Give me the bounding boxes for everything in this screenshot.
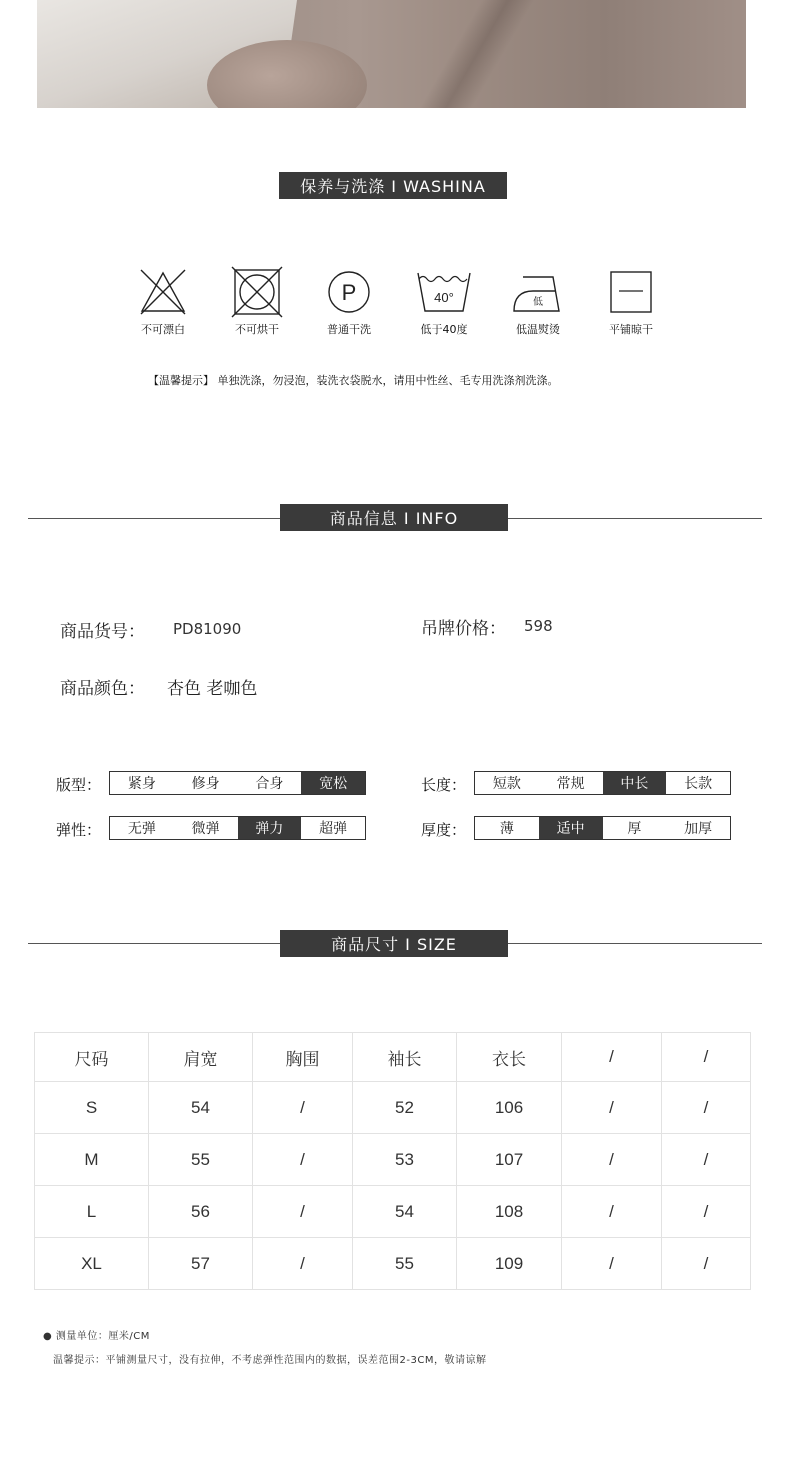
elasticity-option: 超弹: [319, 821, 348, 837]
size-cell: 54: [149, 1082, 253, 1134]
size-cell: /: [562, 1134, 662, 1186]
care-section-title: 保养与洗涤 I WASHINA: [279, 172, 507, 199]
size-cell: 55: [353, 1238, 457, 1290]
sku-value: PD81090: [173, 620, 242, 638]
size-cell: /: [662, 1186, 751, 1238]
care-label: 平铺晾干: [609, 323, 653, 336]
size-cell: /: [253, 1238, 353, 1290]
header-cell: /: [662, 1033, 751, 1082]
wash-temp-glyph: 40°: [434, 290, 454, 305]
size-section-title: 商品尺寸 I SIZE: [280, 930, 508, 957]
size-cell: 108: [457, 1186, 562, 1238]
size-cell: L: [35, 1186, 149, 1238]
thickness-scale: [474, 816, 731, 840]
size-cell: 55: [149, 1134, 253, 1186]
thickness-option: 薄: [499, 821, 514, 837]
care-item-no-bleach: [118, 266, 208, 337]
size-cell: /: [562, 1238, 662, 1290]
no-bleach-icon: [118, 266, 208, 318]
fit-option-selected: 宽松: [301, 772, 365, 794]
dry-clean-p-icon: [304, 266, 394, 318]
size-cell: /: [562, 1186, 662, 1238]
size-cell: 106: [457, 1082, 562, 1134]
fit-label: 版型：: [56, 776, 102, 794]
elasticity-option: 无弹: [127, 821, 156, 837]
header-cell: /: [562, 1033, 662, 1082]
no-tumble-dry-icon: [212, 266, 302, 318]
size-cell: /: [253, 1134, 353, 1186]
elasticity-label: 弹性：: [56, 821, 102, 839]
dry-clean-glyph: P: [341, 280, 357, 305]
header-cell: 袖长: [353, 1033, 457, 1082]
care-item-dry-flat: [586, 266, 676, 337]
elasticity-scale: [109, 816, 366, 840]
care-item-iron-low: [493, 266, 583, 337]
size-cell: /: [662, 1134, 751, 1186]
table-row: [35, 1134, 751, 1186]
size-cell: 54: [353, 1186, 457, 1238]
care-item-wash-40: [399, 266, 489, 337]
size-table-header: [35, 1033, 751, 1082]
coat-fold: [377, 0, 577, 108]
care-item-dry-clean: [304, 266, 394, 337]
length-option-selected: 中长: [603, 772, 667, 794]
color-label: 商品颜色：: [60, 679, 145, 699]
color-value: 杏色 老咖色: [167, 679, 258, 699]
thickness-label: 厚度：: [421, 821, 467, 839]
header-cell: 尺码: [35, 1033, 149, 1082]
iron-glyph: 低: [533, 297, 543, 308]
header-cell: 胸围: [253, 1033, 353, 1082]
length-option: 长款: [684, 776, 713, 792]
size-cell: /: [662, 1238, 751, 1290]
fit-scale: [109, 771, 366, 795]
size-cell: /: [662, 1082, 751, 1134]
size-cell: S: [35, 1082, 149, 1134]
iron-low-icon: [493, 266, 583, 318]
care-label: 低温熨烫: [516, 323, 560, 336]
size-cell: XL: [35, 1238, 149, 1290]
length-option: 常规: [556, 776, 585, 792]
size-cell: 52: [353, 1082, 457, 1134]
dry-flat-icon: [586, 266, 676, 318]
measure-tip: 温馨提示：平铺测量尺寸，没有拉伸，不考虑弹性范围内的数据，误差范围2-3CM，敬请谅解: [53, 1355, 487, 1366]
care-label: 普通干洗: [327, 323, 371, 336]
thickness-option: 加厚: [684, 821, 713, 837]
thickness-option: 厚: [627, 821, 642, 837]
size-table: [34, 1032, 751, 1290]
thickness-option-selected: 适中: [539, 817, 603, 839]
table-row: [35, 1238, 751, 1290]
product-photo: [37, 0, 746, 108]
size-cell: 56: [149, 1186, 253, 1238]
unit-note: ● 测量单位：厘米/CM: [43, 1331, 150, 1342]
size-cell: /: [253, 1082, 353, 1134]
size-cell: /: [562, 1082, 662, 1134]
price-label: 吊牌价格：: [421, 619, 506, 639]
length-label: 长度：: [421, 776, 467, 794]
size-cell: 53: [353, 1134, 457, 1186]
length-scale: [474, 771, 731, 795]
care-label: 不可漂白: [141, 323, 185, 336]
size-cell: 57: [149, 1238, 253, 1290]
table-row: [35, 1082, 751, 1134]
size-cell: M: [35, 1134, 149, 1186]
care-label: 不可烘干: [235, 323, 279, 336]
size-cell: 107: [457, 1134, 562, 1186]
care-tip: 【温馨提示】 单独洗涤，勿浸泡，装洗衣袋脱水，请用中性丝、毛专用洗涤剂洗涤。: [148, 374, 559, 387]
length-option: 短款: [492, 776, 521, 792]
header-cell: 肩宽: [149, 1033, 253, 1082]
care-item-no-tumble-dry: [212, 266, 302, 337]
wash-40-icon: [399, 266, 489, 318]
price-value: 598: [524, 617, 553, 635]
table-row: [35, 1186, 751, 1238]
size-cell: 109: [457, 1238, 562, 1290]
info-section-title: 商品信息 I INFO: [280, 504, 508, 531]
sku-label: 商品货号：: [60, 622, 145, 642]
header-cell: 衣长: [457, 1033, 562, 1082]
elasticity-option: 微弹: [191, 821, 220, 837]
elasticity-option-selected: 弹力: [238, 817, 302, 839]
fit-option: 合身: [255, 776, 284, 792]
care-label: 低于40度: [420, 323, 468, 336]
fit-option: 紧身: [127, 776, 156, 792]
fit-option: 修身: [191, 776, 220, 792]
size-cell: /: [253, 1186, 353, 1238]
